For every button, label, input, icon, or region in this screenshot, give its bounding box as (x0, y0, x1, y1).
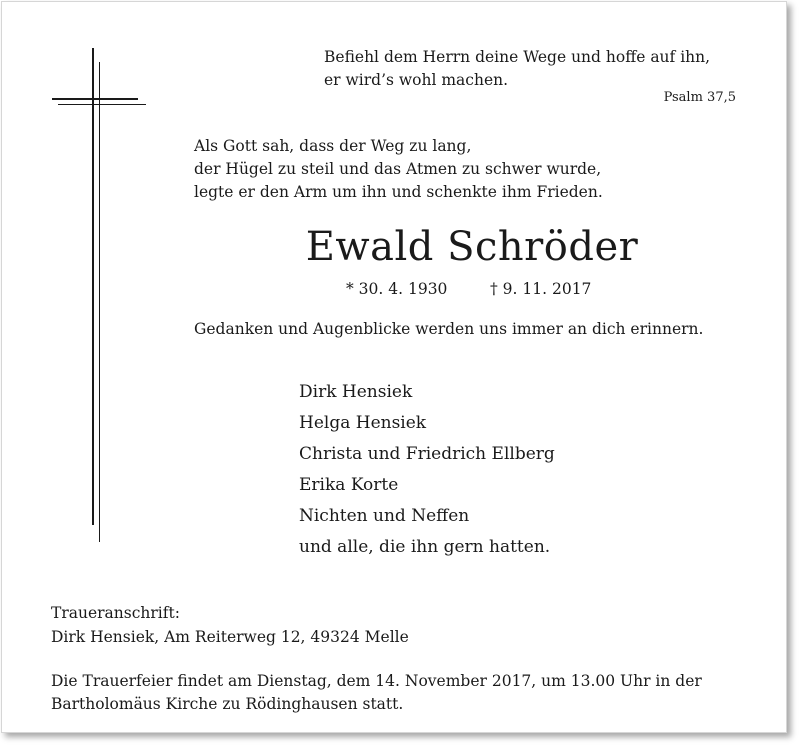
mourner-item: Dirk Hensiek (299, 382, 413, 402)
poem-line: legte er den Arm um ihn und schenkte ihm Frieden. (194, 183, 603, 201)
death-date: † 9. 11. 2017 (490, 280, 592, 298)
cross-vertical-bar (92, 48, 94, 525)
mourner-item: Helga Hensiek (299, 413, 427, 433)
mourners-list (299, 377, 555, 563)
obituary-notice (1, 1, 787, 733)
psalm-quote (324, 46, 710, 92)
funeral-line: Die Trauerfeier findet am Dienstag, dem 14. November 2017, um 13.00 Uhr in der (51, 672, 702, 690)
poem-line: Als Gott sah, dass der Weg zu lang, (194, 137, 472, 155)
cross-vertical-bar-thin (99, 62, 100, 542)
birth-date: * 30. 4. 1930 (346, 280, 448, 298)
mourning-address: Dirk Hensiek, Am Reiterweg 12, 49324 Melle (51, 628, 409, 646)
mourner-item: Erika Korte (299, 475, 399, 495)
cross-horizontal-bar-thin (58, 104, 146, 105)
deceased-name: Ewald Schröder (305, 224, 639, 270)
mourner-item: und alle, die ihn gern hatten. (299, 537, 551, 557)
funeral-line: Bartholomäus Kirche zu Rödinghausen statt. (51, 695, 404, 713)
mourner-item: Christa und Friedrich Ellberg (299, 444, 555, 464)
psalm-reference: Psalm 37,5 (663, 90, 736, 105)
address-label: Traueranschrift: (51, 604, 180, 622)
poem (194, 135, 603, 204)
cross-horizontal-bar (52, 98, 138, 100)
psalm-line: Befiehl dem Herrn deine Wege und hoffe auf ihn, (324, 48, 711, 66)
poem-line: der Hügel zu steil und das Atmen zu schwer wurde, (194, 160, 602, 178)
psalm-line: er wird’s wohl machen. (324, 71, 509, 89)
memory-line: Gedanken und Augenblicke werden uns immer an dich erinnern. (194, 320, 704, 338)
funeral-info (51, 670, 702, 716)
mourner-item: Nichten und Neffen (299, 506, 470, 526)
